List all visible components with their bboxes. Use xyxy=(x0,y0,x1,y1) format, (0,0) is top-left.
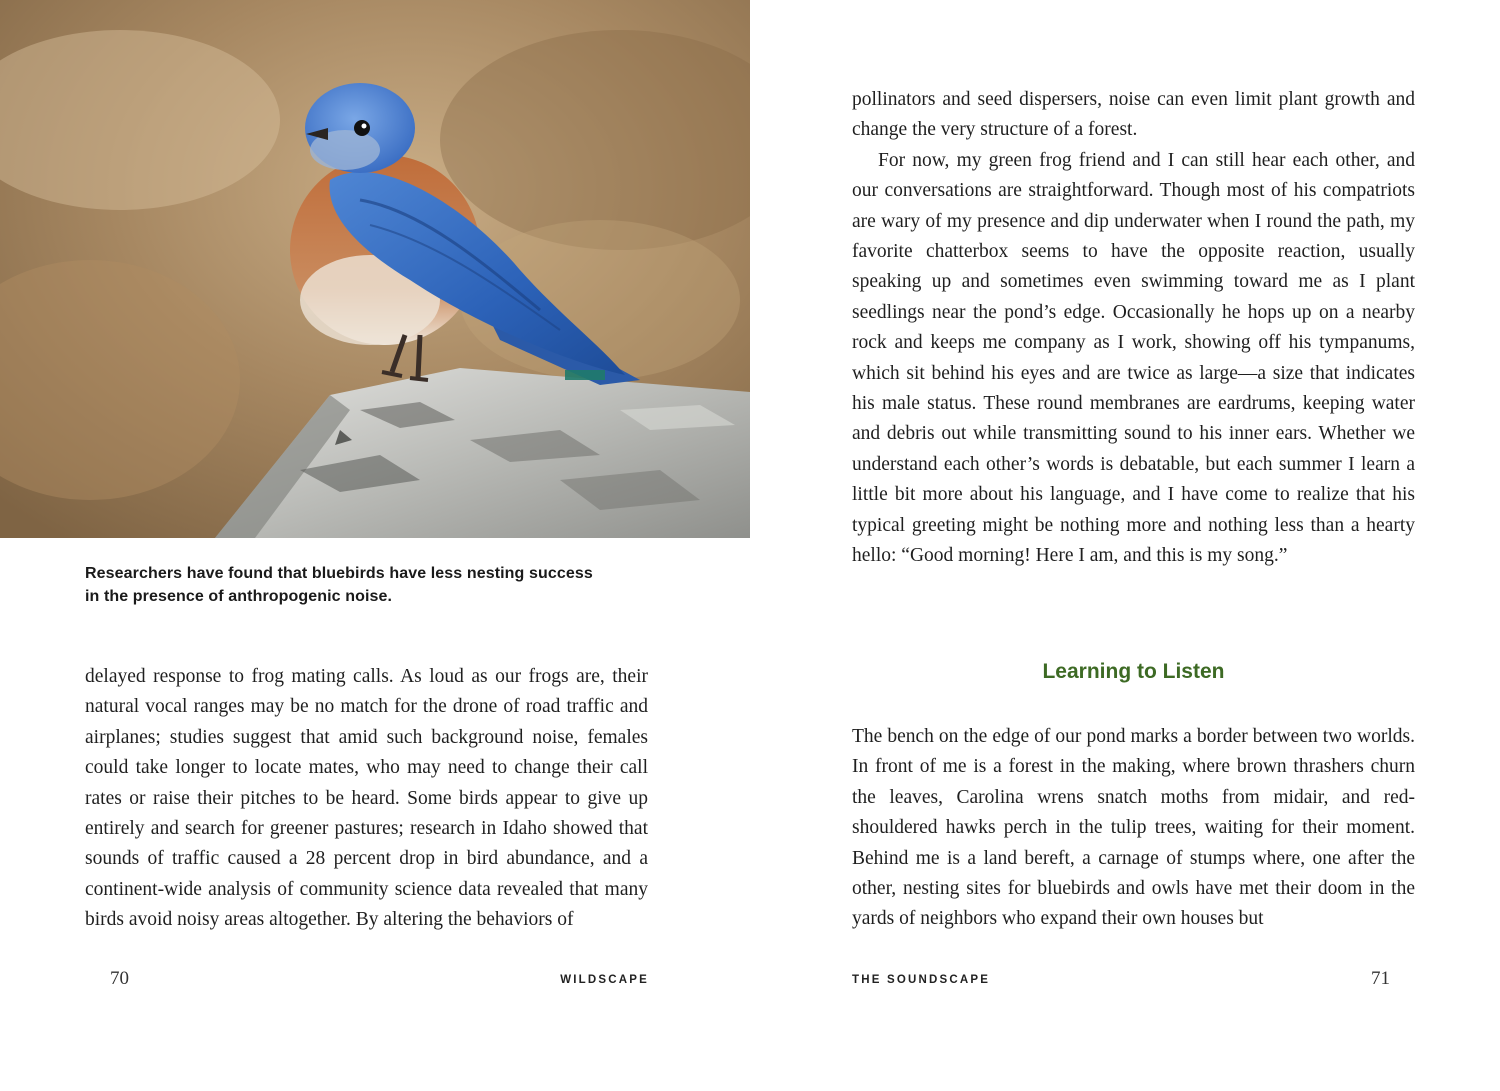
left-paragraph: delayed response to frog mating calls. As loud as our frogs are, their natural vocal ranges may be no match for the drone of road traffic and airplanes; studies suggest that amid such background noise, females could take longer to locate mates, who may need to change their call rates or raise their pitches to be heard. Some birds appear to give up entirely and search for greener pastures; research in Idaho showed that sounds of traffic caused a 28 percent drop in bird abundance, and a continent-wide analysis of community science data revealed that many birds avoid noisy areas altogether. By altering the behaviors of xyxy=(85,666,648,931)
left-body-text xyxy=(85,662,648,936)
right-page xyxy=(750,0,1500,1091)
paragraph-frog-friend: For now, my green frog friend and I can still hear each other, and our conversations are straightforward. Though most of his compatriots are wary of my presence and dip underwater when I round the path, my favorite chatterbox seems to have the opposite reaction, usually speaking up and sometimes even swimming toward me as I plant seedlings near the pond’s edge. Occasionally he hops up on a nearby rock and keeps me company as I work, showing off his tympanums, which sit behind his eyes and are twice as large—a size that indicates his male status. These round membranes are eardrums, keeping water and debris out while transmitting sound to his inner ears. Whether we understand each other’s words is debatable, but each summer I learn a little bit more about his language, and I have come to realize that his typical greeting might be nothing more and nothing less than a hearty hello: “Good morning! Here I am, and this is my song.” xyxy=(852,149,1415,567)
right-bottom-text xyxy=(852,722,1415,935)
running-head-right: THE SOUNDSCAPE xyxy=(852,974,991,986)
paragraph-continued: pollinators and seed dispersers, noise can even limit plant growth and change the very structure of a forest. xyxy=(852,89,1415,141)
bluebird-photo xyxy=(0,0,750,538)
page-number-right: 71 xyxy=(1371,968,1390,989)
photo-caption: Researchers have found that bluebirds have less nesting success in the presence of anthropogenic noise. xyxy=(85,565,593,605)
section-heading: Learning to Listen xyxy=(1042,660,1225,683)
right-top-text xyxy=(852,85,1415,572)
running-head-left: WILDSCAPE xyxy=(560,974,649,986)
page-number-left: 70 xyxy=(110,968,129,989)
paragraph-bench: The bench on the edge of our pond marks a border between two worlds. In front of me is a forest in the making, where brown thrashers churn the leaves, Carolina wrens snatch moths from midair, and red-shouldered hawks perch in the tulip trees, waiting for their moment. Behind me is a land bereft, a carnage of stumps where, one after the other, nesting sites for bluebirds and owls have met their doom in the yards of neighbors who expand their own houses but xyxy=(852,726,1415,930)
